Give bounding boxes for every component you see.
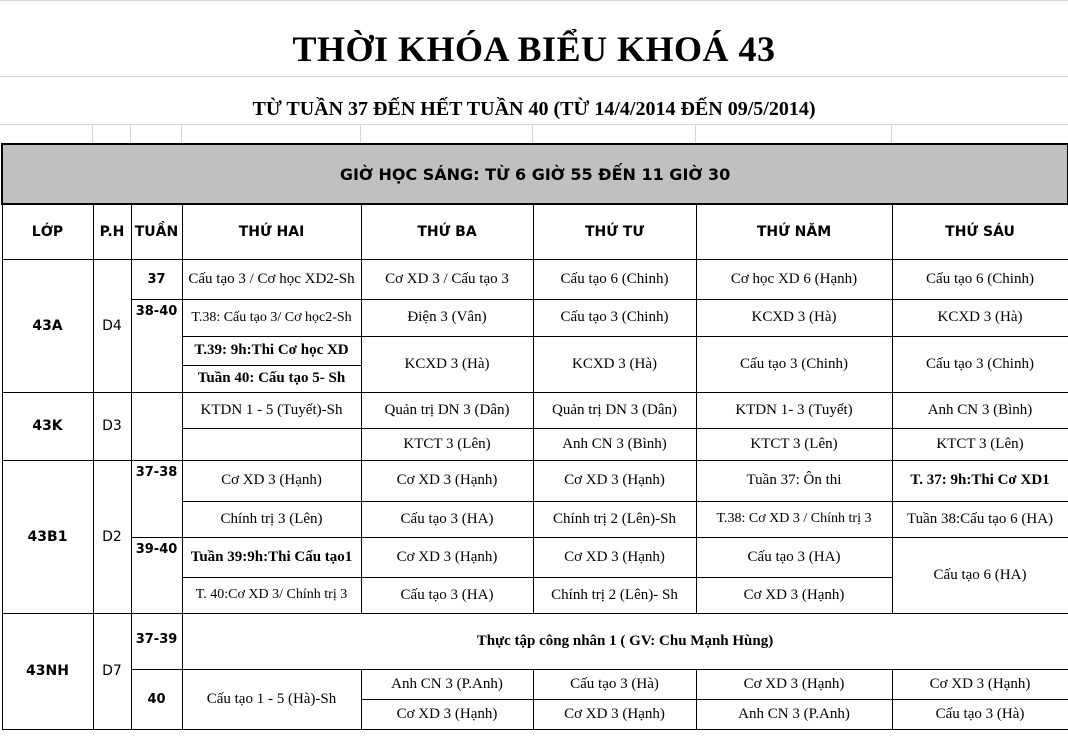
header-ph: P.H [93,204,131,259]
cell-43k-r1-nam: KTDN 1- 3 (Tuyết) [696,392,892,428]
cell-43nh-r1-nam: Cơ XD 3 (Hạnh) [696,669,892,699]
header-thu-nam: THỨ NĂM [696,204,892,259]
class-43k: 43K [2,392,93,460]
cell-43b1-r4-hai: T. 40:Cơ XD 3/ Chính trị 3 [182,577,361,613]
cell-43b1-r3-ba: Cơ XD 3 (Hạnh) [361,537,533,577]
class-43a: 43A [2,259,93,392]
cell-43a-r3a-hai: T.39: 9h:Thi Cơ học XD [182,336,361,365]
grid-line [360,124,361,143]
cell-43b1-r4-ba: Cấu tạo 3 (HA) [361,577,533,613]
page-title: THỜI KHÓA BIỂU KHOÁ 43 [292,29,776,69]
room-43nh: D7 [93,613,131,729]
cell-43nh-r2-ba: Cơ XD 3 (Hạnh) [361,699,533,729]
cell-43a-r2-hai: T.38: Cấu tạo 3/ Cơ học2-Sh [182,299,361,336]
grid-line [891,124,892,143]
cell-43nh-r2-nam: Anh CN 3 (P.Anh) [696,699,892,729]
cell-43nh-r2-tu: Cơ XD 3 (Hạnh) [533,699,696,729]
cell-43b1-r4-tu: Chính trị 2 (Lên)- Sh [533,577,696,613]
week-43k [131,392,182,460]
cell-43nh-hai: Cấu tạo 1 - 5 (Hà)-Sh [182,669,361,729]
cell-43k-r1-tu: Quản trị DN 3 (Dân) [533,392,696,428]
page-subtitle: TỪ TUẦN 37 ĐẾN HẾT TUẦN 40 (TỪ 14/4/2014 ĐẾN 09/5/2014) [252,98,816,120]
week-43b1-2: 39-40 [131,537,182,613]
cell-43b1-r2-sau: Tuần 38:Cấu tạo 6 (HA) [892,501,1068,537]
header-tuan: TUẦN [131,204,182,259]
cell-43a-r2-nam: KCXD 3 (Hà) [696,299,892,336]
header-lop: LỚP [2,204,93,259]
week-43b1-1: 37-38 [131,460,182,537]
cell-43k-r2-nam: KTCT 3 (Lên) [696,428,892,460]
cell-43k-r1-sau: Anh CN 3 (Bình) [892,392,1068,428]
cell-43b1-r34-sau: Cấu tạo 6 (HA) [892,537,1068,613]
cell-43a-r3b-hai: Tuần 40: Cấu tạo 5- Sh [182,365,361,392]
class-43nh: 43NH [2,613,93,729]
cell-43a-r3-nam: Cấu tạo 3 (Chinh) [696,336,892,392]
week-43nh-1: 37-39 [131,613,182,669]
grid-line [0,0,1068,1]
cell-43a-r1-ba: Cơ XD 3 / Cấu tạo 3 [361,259,533,299]
header-thu-sau: THỨ SÁU [892,204,1068,259]
cell-43b1-r1-ba: Cơ XD 3 (Hạnh) [361,460,533,501]
cell-43b1-r2-nam: T.38: Cơ XD 3 / Chính trị 3 [696,501,892,537]
cell-43b1-r1-sau: T. 37: 9h:Thi Cơ XD1 [892,460,1068,501]
grid-line [0,76,1068,77]
grid-line [181,124,182,143]
cell-43k-r2-ba: KTCT 3 (Lên) [361,428,533,460]
room-43b1: D2 [93,460,131,613]
timetable [1,143,1068,730]
cell-43b1-r4-nam: Cơ XD 3 (Hạnh) [696,577,892,613]
cell-43nh-r1-sau: Cơ XD 3 (Hạnh) [892,669,1068,699]
cell-43k-r1-ba: Quản trị DN 3 (Dân) [361,392,533,428]
cell-43nh-r1-tu: Cấu tạo 3 (Hà) [533,669,696,699]
grid-line [92,124,93,143]
room-43a: D4 [93,259,131,392]
week-43a-2: 38-40 [131,299,182,392]
class-43b1: 43B1 [2,460,93,613]
cell-43nh-r2-sau: Cấu tạo 3 (Hà) [892,699,1068,729]
cell-43k-r2-tu: Anh CN 3 (Bình) [533,428,696,460]
room-43k: D3 [93,392,131,460]
cell-43b1-r3-nam: Cấu tạo 3 (HA) [696,537,892,577]
cell-43b1-r1-tu: Cơ XD 3 (Hạnh) [533,460,696,501]
header-thu-hai: THỨ HAI [182,204,361,259]
header-thu-tu: THỨ TƯ [533,204,696,259]
cell-43b1-r3-hai: Tuần 39:9h:Thi Cấu tạo1 [182,537,361,577]
week-43nh-2: 40 [131,669,182,729]
cell-43a-r3-tu: KCXD 3 (Hà) [533,336,696,392]
cell-43k-r2-sau: KTCT 3 (Lên) [892,428,1068,460]
cell-43k-r1-hai: KTDN 1 - 5 (Tuyết)-Sh [182,392,361,428]
grid-line [0,124,1068,125]
cell-43k-r2-hai [182,428,361,460]
cell-43a-r2-tu: Cấu tạo 3 (Chinh) [533,299,696,336]
cell-43a-r3-sau: Cấu tạo 3 (Chinh) [892,336,1068,392]
practice-banner: Thực tập công nhân 1 ( GV: Chu Mạnh Hùng) [182,613,1068,669]
header-thu-ba: THỨ BA [361,204,533,259]
cell-43b1-r1-nam: Tuần 37: Ôn thi [696,460,892,501]
cell-43b1-r2-tu: Chính trị 2 (Lên)-Sh [533,501,696,537]
cell-43nh-r1-ba: Anh CN 3 (P.Anh) [361,669,533,699]
cell-43a-r1-nam: Cơ học XD 6 (Hạnh) [696,259,892,299]
cell-43b1-r1-hai: Cơ XD 3 (Hạnh) [182,460,361,501]
week-43a-1: 37 [131,259,182,299]
cell-43a-r1-sau: Cấu tạo 6 (Chinh) [892,259,1068,299]
grid-line [695,124,696,143]
cell-43b1-r2-hai: Chính trị 3 (Lên) [182,501,361,537]
cell-43a-r3-ba: KCXD 3 (Hà) [361,336,533,392]
cell-43b1-r3-tu: Cơ XD 3 (Hạnh) [533,537,696,577]
cell-43a-r1-hai: Cấu tạo 3 / Cơ học XD2-Sh [182,259,361,299]
cell-43a-r1-tu: Cấu tạo 6 (Chinh) [533,259,696,299]
session-banner: GIỜ HỌC SÁNG: TỪ 6 GIỜ 55 ĐẾN 11 GIỜ 30 [2,144,1068,204]
grid-line [532,124,533,143]
cell-43a-r2-sau: KCXD 3 (Hà) [892,299,1068,336]
cell-43b1-r2-ba: Cấu tạo 3 (HA) [361,501,533,537]
grid-line [130,124,131,143]
cell-43a-r2-ba: Điện 3 (Vân) [361,299,533,336]
